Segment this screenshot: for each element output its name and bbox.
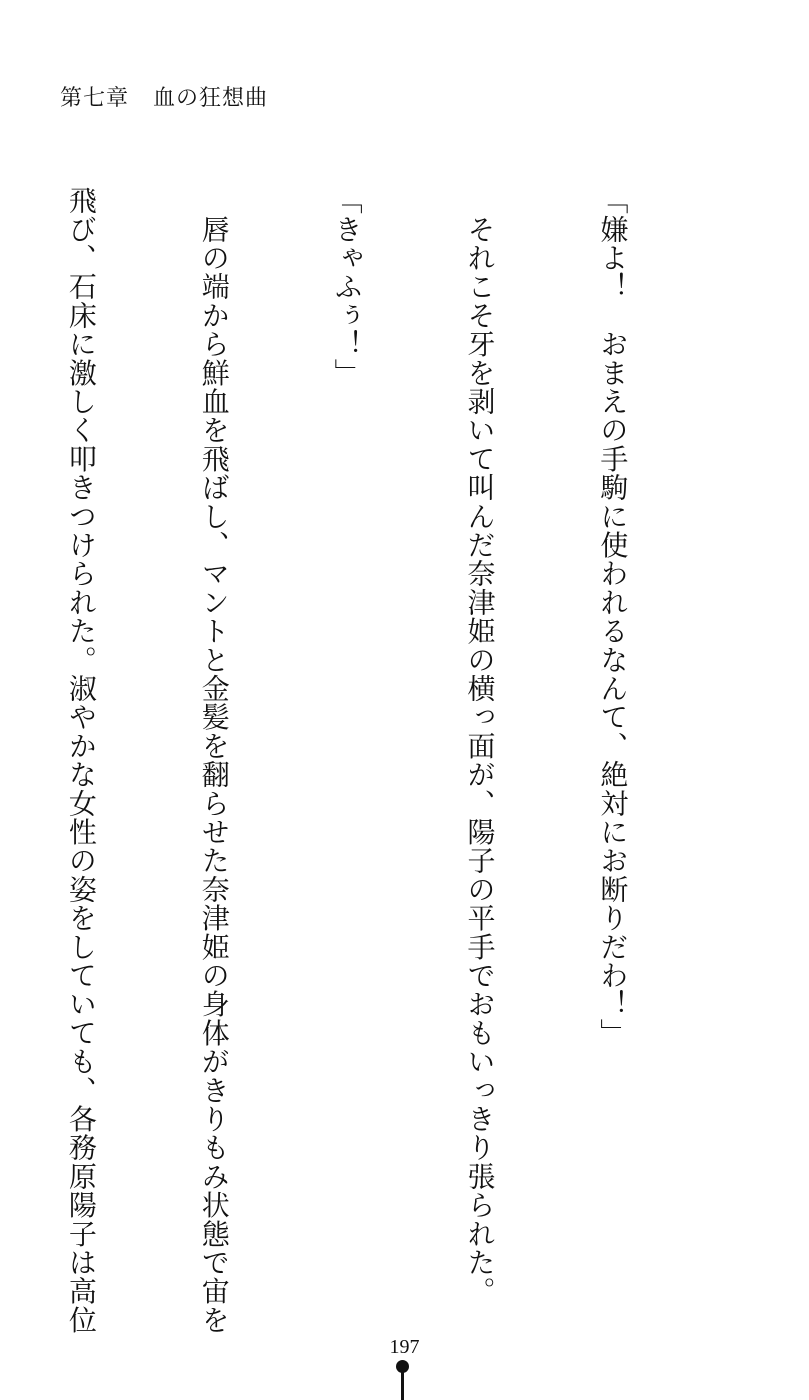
text-line: それこそ牙を剥いて叫んだ奈津姫の横っ面が、陽子の平手でおもいっきり張られた。: [463, 186, 497, 1306]
chapter-number: 第七章: [60, 86, 130, 111]
chapter-title: 血の狂想曲: [153, 86, 269, 111]
folio-line-ornament: [401, 1372, 404, 1400]
text-line: 「嫌よ！ おまえの手駒に使われるなんて、絶対にお断りだわ！」: [596, 186, 630, 1047]
text-line: 「きゃふぅ！」: [330, 186, 364, 387]
page-number: 197: [389, 1336, 420, 1358]
text-line: 飛び、石床に激しく叩きつけられた。淑やかな女性の姿をしていても、各務原陽子は高位: [64, 186, 98, 1334]
body-text: [0, 186, 723, 1334]
running-head: [60, 84, 268, 114]
text-line: 唇の端から鮮血を飛ばし、マントと金髪を翻らせた奈津姫の身体がきりもみ状態で宙を: [197, 186, 231, 1334]
